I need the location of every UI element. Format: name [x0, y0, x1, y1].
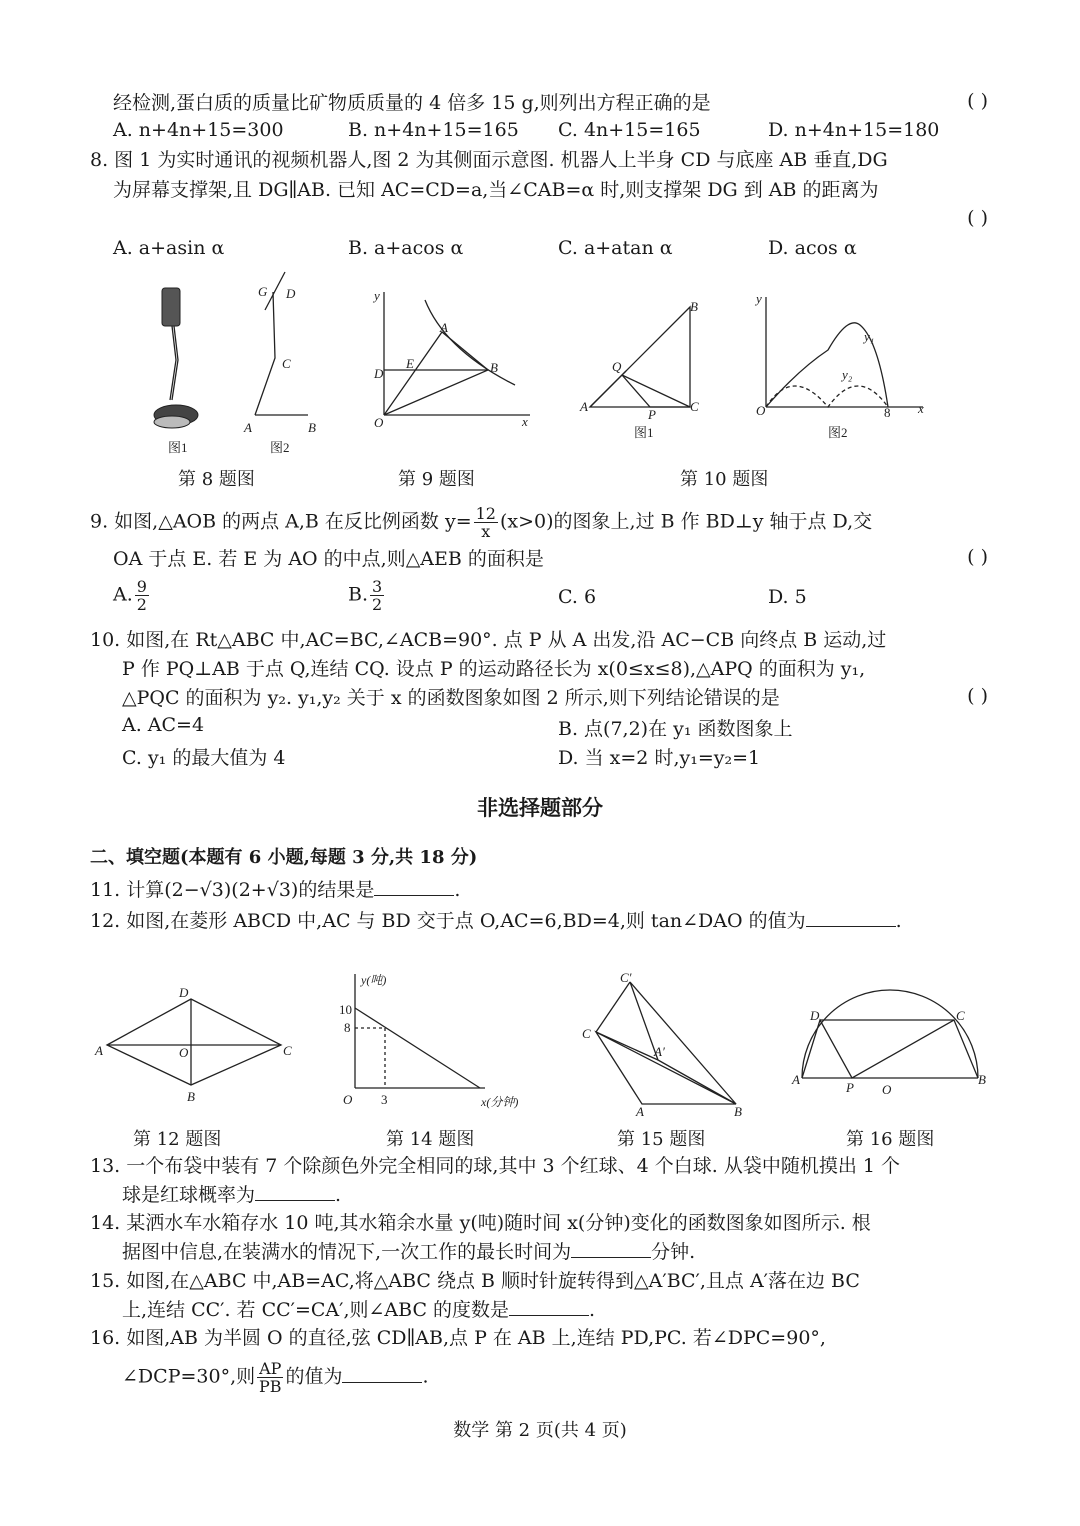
section-heading: 非选择题部分: [477, 795, 603, 820]
q8-option-a: A. a+asin α: [113, 237, 225, 259]
figure-label: 图1: [634, 425, 654, 440]
figure-label: Q: [612, 359, 622, 374]
q10-line2: P 作 PQ⊥AB 于点 Q,连结 CQ. 设点 P 的运动路径长为 x(0≤x≤8),△APQ 的面积为 y₁,: [122, 658, 866, 680]
figure-label: B: [187, 1089, 195, 1104]
q10-option-b: B. 点(7,2)在 y₁ 函数图象上: [558, 718, 793, 740]
q10-option-a: A. AC=4: [122, 714, 205, 736]
q14-answer-blank: [571, 1239, 651, 1258]
figure-label: y₂: [842, 367, 853, 382]
q13-answer-blank: [255, 1182, 335, 1201]
figure-label: 图2: [828, 425, 848, 440]
q16-answer-blank: [342, 1364, 422, 1383]
caption-q15: 第 15 题图: [617, 1129, 706, 1150]
figure-label: C: [582, 1026, 591, 1041]
figure-label: A: [244, 420, 252, 435]
figure-q10: [578, 291, 928, 445]
figure-q12: [95, 985, 295, 1105]
q14-line1: 14. 某洒水车水箱存水 10 吨,其水箱余水量 y(吨)随时间 x(分钟)变化的函数图象如图所示. 根: [90, 1212, 871, 1234]
q16-line2: ∠DCP=30°,则 $\frac{AP}{PB}$ 的值为 .: [122, 1359, 429, 1396]
figure-q14: [335, 970, 535, 1110]
q12-answer-blank: [806, 908, 896, 927]
figure-label: B: [308, 420, 316, 435]
caption-q16: 第 16 题图: [846, 1129, 935, 1150]
figure-q8: [140, 270, 340, 460]
q11-answer-blank: [374, 877, 454, 896]
figure-label: D: [286, 286, 296, 301]
figure-label: C: [956, 1008, 965, 1023]
caption-q12: 第 12 题图: [133, 1129, 222, 1150]
figure-label: O: [343, 1092, 353, 1107]
figure-label: y₁: [864, 329, 875, 344]
figure-label: D: [374, 366, 384, 381]
figure-label: D: [810, 1008, 820, 1023]
figure-label: A: [580, 399, 588, 414]
figure-label: O: [882, 1082, 892, 1097]
q7-option-b: B. n+4n+15=165: [348, 119, 519, 141]
figure-label: 图2: [270, 440, 290, 455]
page-footer: 数学 第 2 页(共 4 页): [453, 1420, 627, 1441]
figure-label: B: [734, 1104, 742, 1119]
q9-line1: 9. 如图,△AOB 的两点 A,B 在反比例函数 y= $\frac{12}{x}$ (x>0)的图象上,过 B 作 BD⊥y 轴于点 D,交: [90, 504, 873, 541]
q10-option-d: D. 当 x=2 时,y₁=y₂=1: [558, 747, 761, 769]
q10-option-c: C. y₁ 的最大值为 4: [122, 747, 286, 769]
q7-text: 经检测,蛋白质的质量比矿物质质量的 4 倍多 15 g,则列出方程正确的是: [113, 92, 711, 114]
figure-label: B: [690, 299, 698, 314]
q14-line2: 据图中信息,在装满水的情况下,一次工作的最长时间为 分钟.: [122, 1241, 696, 1263]
figure-label: G: [258, 284, 268, 299]
figure-label: P: [648, 407, 656, 422]
q8-option-d: D. acos α: [768, 237, 857, 259]
figure-label: 10: [339, 1002, 352, 1017]
q15-answer-blank: [509, 1297, 589, 1316]
robot-side-diagram: [255, 292, 275, 415]
fig1-label: 图1: [168, 440, 188, 455]
q11: 11. 计算(2−√3)(2+√3)的结果是 .: [90, 879, 461, 901]
q9-option-c: C. 6: [558, 586, 597, 608]
figure-label: A′: [654, 1044, 665, 1059]
figure-label: C: [690, 399, 699, 414]
q15-line2: 上,连结 CC′. 若 CC′=CA′,则∠ABC 的度数是 .: [122, 1299, 596, 1321]
q13-line1: 13. 一个布袋中装有 7 个除颜色外完全相同的球,其中 3 个红球、4 个白球. 从袋中随机摸出 1 个: [90, 1155, 901, 1177]
q8-line2: 为屏幕支撑架,且 DG∥AB. 已知 AC=CD=a,当∠CAB=α 时,则支撑架 DG 到 AB 的距离为: [113, 179, 879, 201]
q9-answer-paren: ( ): [967, 546, 988, 568]
figure-label: A: [440, 320, 448, 335]
figure-label: y(吨): [361, 973, 387, 987]
figure-label: B: [490, 360, 498, 375]
q16-line1: 16. 如图,AB 为半圆 O 的直径,弦 CD∥AB,点 P 在 AB 上,连结 PD,PC. 若∠DPC=90°,: [90, 1327, 826, 1349]
figure-label: B: [978, 1072, 986, 1087]
q7-answer-paren: ( ): [967, 90, 988, 112]
fraction-12-over-x: $\frac{12}{x}$: [475, 504, 496, 541]
figure-label: A: [792, 1072, 800, 1087]
figure-q16: [790, 980, 990, 1100]
figure-label: C: [282, 356, 291, 371]
q7-option-c: C. 4n+15=165: [558, 119, 701, 141]
figure-label: O: [756, 403, 766, 418]
figure-label: 8: [884, 405, 891, 420]
figure-label: C′: [620, 970, 632, 985]
q8-line1: 8. 图 1 为实时通讯的视频机器人,图 2 为其侧面示意图. 机器人上半身 CD 与底座 AB 垂直,DG: [90, 149, 888, 171]
figure-q15: [578, 970, 758, 1120]
figure-label: A: [95, 1043, 103, 1058]
figure-label: O: [179, 1045, 189, 1060]
figure-label: D: [179, 985, 189, 1000]
q8-answer-paren: ( ): [967, 207, 988, 229]
fraction-ap-over-pb: $\frac{AP}{PB}$: [259, 1359, 282, 1396]
caption-q8: 第 8 题图: [178, 469, 255, 490]
figure-label: A: [636, 1104, 644, 1119]
q7-option-d: D. n+4n+15=180: [768, 119, 940, 141]
caption-q10: 第 10 题图: [680, 469, 769, 490]
figure-label: E: [406, 356, 414, 371]
q8-option-c: C. a+atan α: [558, 237, 673, 259]
figure-label: O: [374, 415, 384, 430]
figure-label: 8: [344, 1020, 351, 1035]
figure-label: x(分钟): [481, 1095, 519, 1109]
q10-line1: 10. 如图,在 Rt△ABC 中,AC=BC,∠ACB=90°. 点 P 从 A 出发,沿 AC−CB 向终点 B 运动,过: [90, 629, 887, 651]
figure-label: 3: [381, 1092, 388, 1107]
q8-option-b: B. a+acos α: [348, 237, 464, 259]
fill-section-header: 二、填空题(本题有 6 小题,每题 3 分,共 18 分): [90, 847, 478, 868]
q9-option-a: A. $\frac{9}{2}$: [113, 577, 147, 614]
caption-q14: 第 14 题图: [386, 1129, 475, 1150]
q9-option-d: D. 5: [768, 586, 807, 608]
robot-illustration: [154, 288, 198, 428]
figure-label: x: [522, 414, 528, 429]
q9-line2: OA 于点 E. 若 E 为 AO 的中点,则△AEB 的面积是: [113, 548, 544, 570]
q9-option-b: B. $\frac{3}{2}$: [348, 577, 383, 614]
figure-label: x: [918, 401, 924, 416]
figure-label: C: [283, 1043, 292, 1058]
q13-line2: 球是红球概率为 .: [122, 1184, 342, 1206]
figure-label: y: [756, 291, 762, 306]
caption-q9: 第 9 题图: [398, 469, 475, 490]
q7-option-a: A. n+4n+15=300: [113, 119, 284, 141]
figure-label: y: [374, 288, 380, 303]
q10-line3: △PQC 的面积为 y₂. y₁,y₂ 关于 x 的函数图象如图 2 所示,则下列结论错误的是: [122, 687, 780, 709]
figure-label: P: [846, 1080, 854, 1095]
q12: 12. 如图,在菱形 ABCD 中,AC 与 BD 交于点 O,AC=6,BD=4,则 tan∠DAO 的值为 .: [90, 910, 902, 932]
q10-answer-paren: ( ): [967, 685, 988, 707]
figure-q9: [370, 290, 530, 430]
q15-line1: 15. 如图,在△ABC 中,AB=AC,将△ABC 绕点 B 顺时针旋转得到△A′BC′,且点 A′落在边 BC: [90, 1270, 860, 1292]
